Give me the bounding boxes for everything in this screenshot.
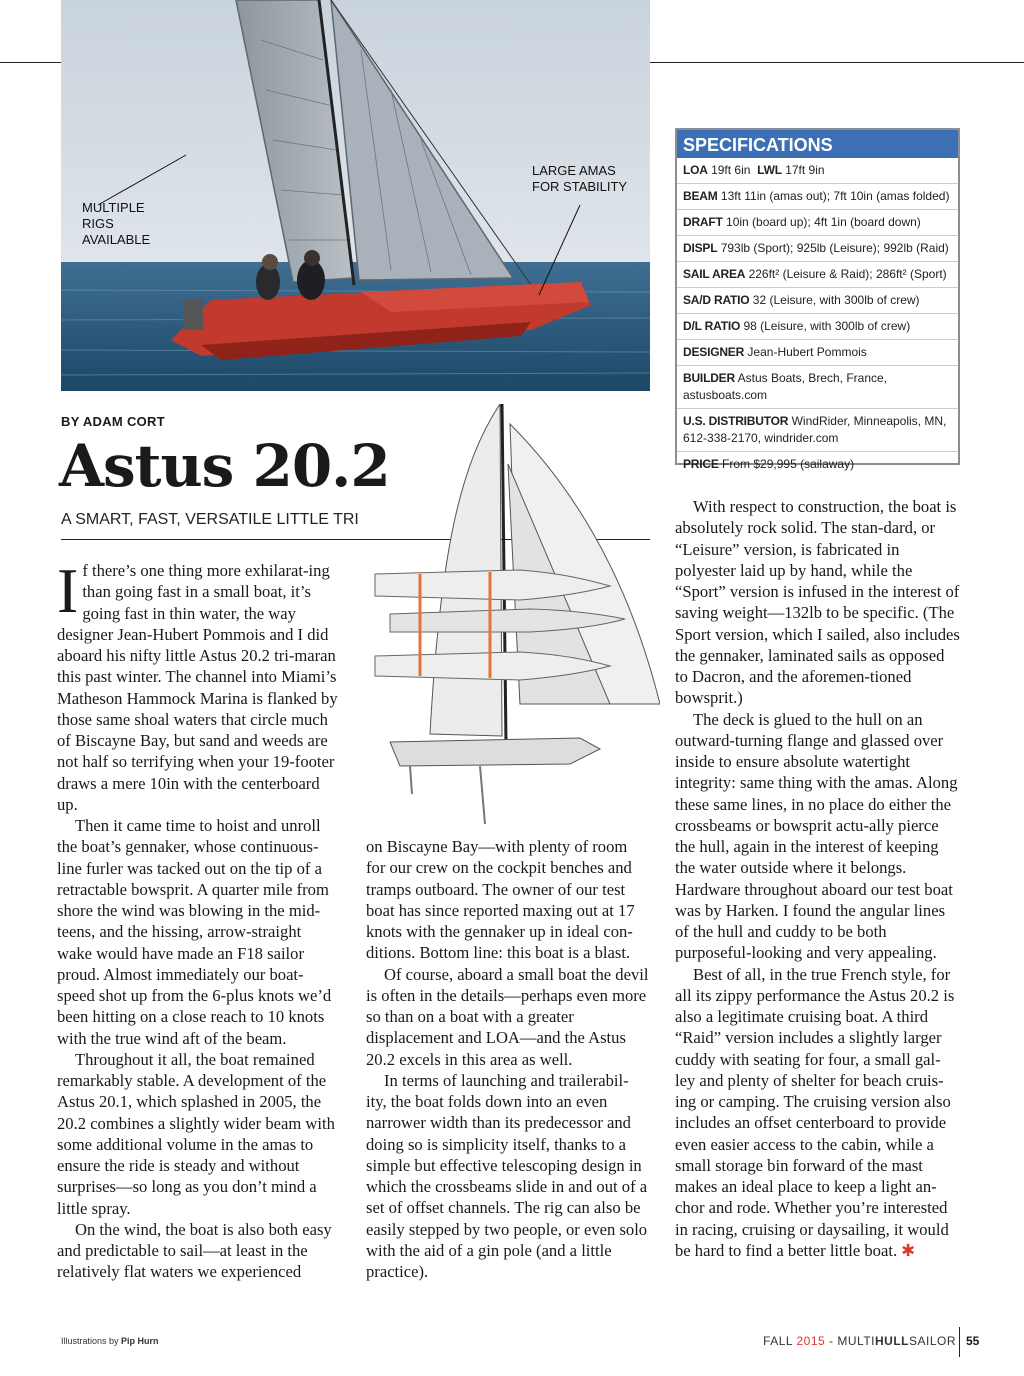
spec-value: From $29,995 (sailaway) xyxy=(722,457,855,471)
folio-season: FALL xyxy=(763,1334,793,1348)
paragraph: Best of all, in the true French style, for all its zippy performance the Astus 20.2 is also a legitimate cruising boat. A third “Raid” version includes a slightly larger cuddy with seating for four, a small gal-ley and plenty of shelter for beach cruis-ing or camping. The cruising version also includes an offset centerboard to provide even easier access to the cabin, while a small storage bin forward of the mast makes an ideal place to keep a light an-chor and rode. Whether you’re interested in racing, cruising or daysailing, it would be hard to find a better little boat. xyxy=(675,964,955,1260)
byline: BY ADAM CORT xyxy=(61,414,165,429)
trimaran-photo-illustration xyxy=(61,0,650,391)
spec-label: U.S. DISTRIBUTOR xyxy=(683,414,789,428)
spec-label: DRAFT xyxy=(683,215,723,229)
spec-row-distributor xyxy=(677,409,958,452)
spec-label: DISPL xyxy=(683,241,718,255)
spec-row-displ xyxy=(677,236,958,262)
spec-row-price xyxy=(677,452,958,477)
spec-row-builder xyxy=(677,366,958,409)
header-rule-left xyxy=(0,62,61,63)
spec-label: D/L RATIO xyxy=(683,319,741,333)
hero-photo xyxy=(61,0,650,391)
trimaran-line-drawing xyxy=(370,404,660,844)
spec-value: WindRider, Minneapolis, MN, 612-338-2170, windrider.com xyxy=(683,414,947,445)
spec-value: 19ft 6in xyxy=(711,163,751,177)
spec-value: 98 (Leisure, with 300lb of crew) xyxy=(743,319,911,333)
spec-value: 226ft² (Leisure & Raid); 286ft² (Sport) xyxy=(748,267,947,281)
credit-name: Pip Hurn xyxy=(121,1336,159,1346)
page-number: 55 xyxy=(966,1334,980,1348)
spec-label: SA/D RATIO xyxy=(683,293,750,307)
spec-row-designer xyxy=(677,340,958,366)
article-column-3 xyxy=(675,496,960,1261)
spec-value: 17ft 9in xyxy=(785,163,825,177)
header-rule-right xyxy=(650,62,1024,63)
folio xyxy=(763,1334,956,1348)
spec-row-beam xyxy=(677,184,958,210)
folio-magazine-c: SAILOR xyxy=(908,1334,956,1348)
paragraph: With respect to construction, the boat is absolutely rock solid. The stan-dard, or “Leisure” version, is fabricated in polyester laid up by hand, while the “Sport” version is infused in the interest of saving weight—132lb to be specific. (The Sport version, which I sailed, also includes the gennaker, laminated sails as opposed to Dacron, and the aforemen-tioned bowsprit.) xyxy=(675,497,960,708)
spec-value: 793lb (Sport); 925lb (Leisure); 992lb (Raid) xyxy=(720,241,949,255)
spec-row-sail-area xyxy=(677,262,958,288)
paragraph: Then it came time to hoist and unroll the boat’s gennaker, whose continuous-line furler was tacked out on the tip of a retractable bowsprit. A quarter mile from shore the wind was blowing in the mid-teens, and the hissing, arrow-straight wake would have made an F18 sailor proud. Almost immediately our boat-speed shot up from the 6-plus knots we’d been hitting on a close reach to 10 knots with the true wind aft of the beam. xyxy=(57,816,332,1048)
folio-magazine-a: MULTI xyxy=(837,1334,875,1348)
folio-year: 2015 xyxy=(796,1334,826,1348)
paragraph: Of course, aboard a small boat the devil is often in the details—perhaps even more so than on a boat with a greater displacement and LOA—and the Astus 20.2 excels in this area as well. xyxy=(366,964,649,1069)
paragraph: The deck is glued to the hull on an outward-turning flange and glassed over inside to ensure absolute watertight integrity: same thing with the amas. Along these same lines, in no place do either the crossbeams or bowsprit actu-ally pierce the hull, again in the interest of keeping the water outside where it belongs. Hardware throughout aboard our test boat was by Harken. I found the angular lines of the hull and cuddy to be both purposeful-looking and very appealing. xyxy=(675,709,958,963)
illustration-credit xyxy=(61,1336,159,1346)
spec-row-loa xyxy=(677,158,958,184)
article-column-1 xyxy=(57,555,340,1283)
paragraph: On the wind, the boat is also both easy and predictable to sail—at least in the relatively flat waters we experienced xyxy=(57,1219,332,1282)
spec-label: DESIGNER xyxy=(683,345,745,359)
spec-label: BEAM xyxy=(683,189,718,203)
spec-row-sad-ratio xyxy=(677,288,958,314)
spec-label: SAIL AREA xyxy=(683,267,746,281)
paragraph: Throughout it all, the boat remained remarkably stable. A development of the Astus 20.1, which splashed in 2005, the 20.2 combines a slightly wider beam with some additional volume in the amas to ensure the ride is steady and without surprises—so long as you don’t mind a little spray. xyxy=(57,1049,335,1218)
drop-cap: I xyxy=(57,555,79,626)
spec-row-dl-ratio xyxy=(677,314,958,340)
folio-separator: - xyxy=(825,1334,838,1348)
spec-label: LWL xyxy=(757,163,782,177)
specifications-box xyxy=(675,128,960,471)
spec-label: PRICE xyxy=(683,457,719,471)
spec-value: 10in (board up); 4ft 1in (board down) xyxy=(726,215,921,229)
spec-value: 32 (Leisure, with 300lb of crew) xyxy=(752,293,920,307)
spec-value: Astus Boats, Brech, France, astusboats.com xyxy=(683,371,888,402)
folio-magazine-b: HULL xyxy=(874,1334,909,1348)
spec-label: BUILDER xyxy=(683,371,735,385)
end-mark-icon: ✱ xyxy=(901,1240,916,1260)
paragraph: In terms of launching and trailerabil-ity, the boat folds down into an even narrower width than its predecessor and doing so is simplicity itself, thanks to a simple but effective telescoping design in which the crossbeams slide in and out of a set of offset channels. The rig can also be easily stepped by two people, or even solo with the aid of a gin pole (and a little practice). xyxy=(366,1070,648,1281)
spec-value: Jean-Hubert Pommois xyxy=(747,345,867,359)
article-column-2 xyxy=(366,836,649,1282)
spec-row-draft xyxy=(677,210,958,236)
paragraph: f there’s one thing more exhilarat-ing than going fast in a small boat, it’s going fast in thin water, the way designer Jean-Hubert Pommois and I did aboard his nifty little Astus 20.2 tri-maran this past winter. The channel into Miami’s Matheson Hammock Marina is flanked by those same shoal waters that circle much of Biscayne Bay, but sand and weeds are not half so terrifying when your 19-footer draws a mere 10in with the centerboard up. xyxy=(57,561,338,814)
paragraph: on Biscayne Bay—with plenty of room for our crew on the cockpit benches and tramps outboard. The owner of our test boat has since reported maxing out at 17 knots with the gennaker up in ideal con-ditions. Bottom line: this boat is a blast. xyxy=(366,837,635,963)
article-subtitle: A SMART, FAST, VERSATILE LITTLE TRI xyxy=(61,511,359,528)
article-title: Astus 20.2 xyxy=(59,432,390,500)
specifications-heading: SPECIFICATIONS xyxy=(677,130,958,158)
callout-multiple-rigs: MULTIPLE RIGS AVAILABLE xyxy=(82,200,151,247)
credit-prefix: Illustrations by xyxy=(61,1336,119,1346)
spec-value: 13ft 11in (amas out); 7ft 10in (amas folded) xyxy=(720,189,950,203)
spec-label: LOA xyxy=(683,163,708,177)
folio-divider xyxy=(959,1327,960,1357)
callout-large-amas: LARGE AMAS FOR STABILITY xyxy=(532,163,628,194)
